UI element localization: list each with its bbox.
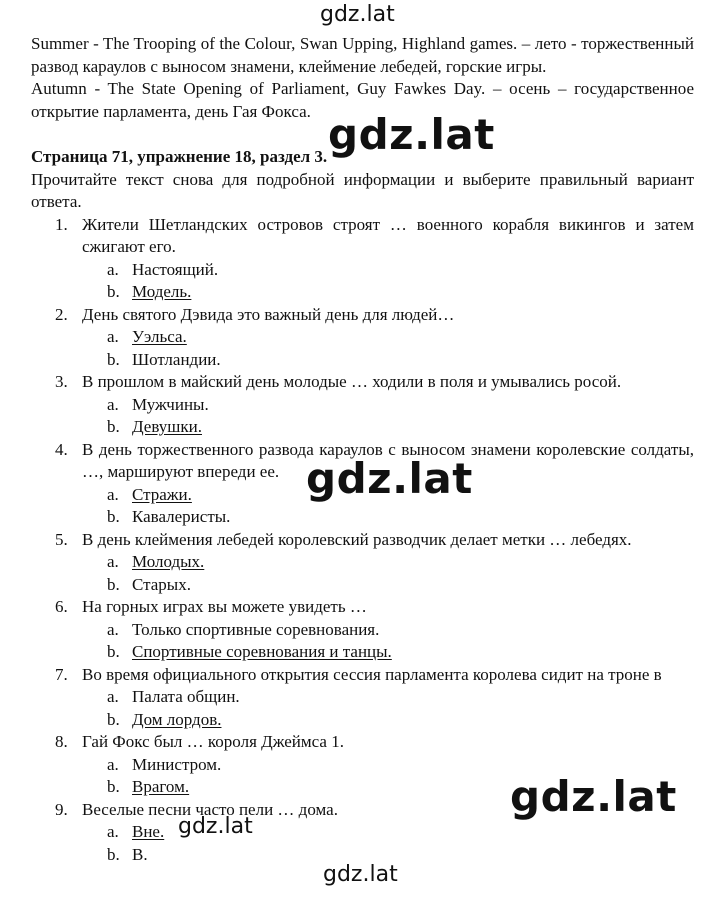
question-number: 7.: [55, 665, 68, 684]
watermark-middle: gdz.lat: [306, 454, 473, 503]
option-letter: a.: [107, 755, 119, 774]
question-text-cont: …, маршируют впереди ее.: [82, 462, 280, 481]
option-letter: b.: [107, 507, 120, 526]
correct-option-text: Молодых.: [132, 552, 205, 571]
option-text: Настоящий.: [132, 260, 219, 279]
correct-option-text: Стражи.: [132, 485, 192, 504]
option-text: Мужчины.: [132, 395, 209, 414]
option-text: Шотландии.: [132, 350, 221, 369]
correct-option-text: Спортивные соревнования и танцы.: [132, 642, 392, 661]
question-text: Веселые песни часто пели … дома.: [82, 800, 338, 819]
autumn-line-1: Autumn - The State Opening of Parliament, Guy Fawkes Day. – осень – государственное: [31, 79, 694, 98]
question-text-cont: сжигают его.: [82, 237, 176, 256]
instruction-line-1: Прочитайте текст снова для подробной информации и выберите правильный вариант: [31, 170, 694, 189]
option-letter: b.: [107, 282, 120, 301]
option-text: Только спортивные соревнования.: [132, 620, 380, 639]
watermark-option: gdz.lat: [178, 814, 253, 839]
correct-option-text: Модель.: [132, 282, 192, 301]
option-text: Кавалеристы.: [132, 507, 231, 526]
question-text: Гай Фокс был … короля Джеймса 1.: [82, 732, 344, 751]
watermark-top: gdz.lat: [320, 2, 395, 27]
option-letter: a.: [107, 687, 119, 706]
question-text: День святого Дэвида это важный день для людей…: [82, 305, 455, 324]
correct-option-text: Дом лордов.: [132, 710, 222, 729]
correct-option-text: Вне.: [132, 822, 165, 841]
option-letter: b.: [107, 845, 120, 864]
instruction-line-2: ответа.: [31, 192, 82, 211]
autumn-line-2: открытие парламента, день Гая Фокса.: [31, 102, 311, 121]
option-letter: b.: [107, 710, 120, 729]
watermark-right: gdz.lat: [510, 772, 677, 821]
option-letter: b.: [107, 575, 120, 594]
exercise-heading: Страница 71, упражнение 18, раздел 3.: [31, 147, 328, 166]
summer-line-2: развод караулов с выносом знамени, клеймение лебедей, горские игры.: [31, 57, 547, 76]
question-number: 2.: [55, 305, 68, 324]
option-text: Палата общин.: [132, 687, 240, 706]
question-text: В прошлом в майский день молодые … ходили в поля и умывались росой.: [82, 372, 622, 391]
option-letter: b.: [107, 777, 120, 796]
watermark-bottom: gdz.lat: [323, 862, 398, 887]
option-text: Старых.: [132, 575, 191, 594]
option-letter: b.: [107, 642, 120, 661]
question-text: На горных играх вы можете увидеть …: [82, 597, 367, 616]
correct-option-text: Девушки.: [132, 417, 202, 436]
option-letter: b.: [107, 417, 120, 436]
question-number: 8.: [55, 732, 68, 751]
question-number: 1.: [55, 215, 68, 234]
option-text: Министром.: [132, 755, 222, 774]
question-text: Жители Шетландских островов строят … военного корабля викингов и затем: [82, 215, 694, 234]
option-letter: a.: [107, 552, 119, 571]
option-letter: a.: [107, 620, 119, 639]
question-number: 6.: [55, 597, 68, 616]
option-letter: a.: [107, 327, 119, 346]
correct-option-text: Уэльса.: [132, 327, 187, 346]
watermark-heading: gdz.lat: [328, 110, 495, 159]
correct-option-text: Врагом.: [132, 777, 190, 796]
option-letter: a.: [107, 485, 119, 504]
question-text: Во время официального открытия сессия парламента королева сидит на троне в: [82, 665, 662, 684]
option-text: В.: [132, 845, 148, 864]
option-letter: a.: [107, 395, 119, 414]
option-letter: b.: [107, 350, 120, 369]
summer-line-1: Summer - The Trooping of the Colour, Swan Upping, Highland games. – лето - торжественный: [31, 34, 694, 53]
question-text: В день клеймения лебедей королевский разводчик делает метки … лебедях.: [82, 530, 632, 549]
question-number: 3.: [55, 372, 68, 391]
option-letter: a.: [107, 260, 119, 279]
question-number: 5.: [55, 530, 68, 549]
option-letter: a.: [107, 822, 119, 841]
question-number: 4.: [55, 440, 68, 459]
question-text: В день торжественного развода караулов с выносом знамени королевские солдаты,: [82, 440, 694, 459]
question-number: 9.: [55, 800, 68, 819]
